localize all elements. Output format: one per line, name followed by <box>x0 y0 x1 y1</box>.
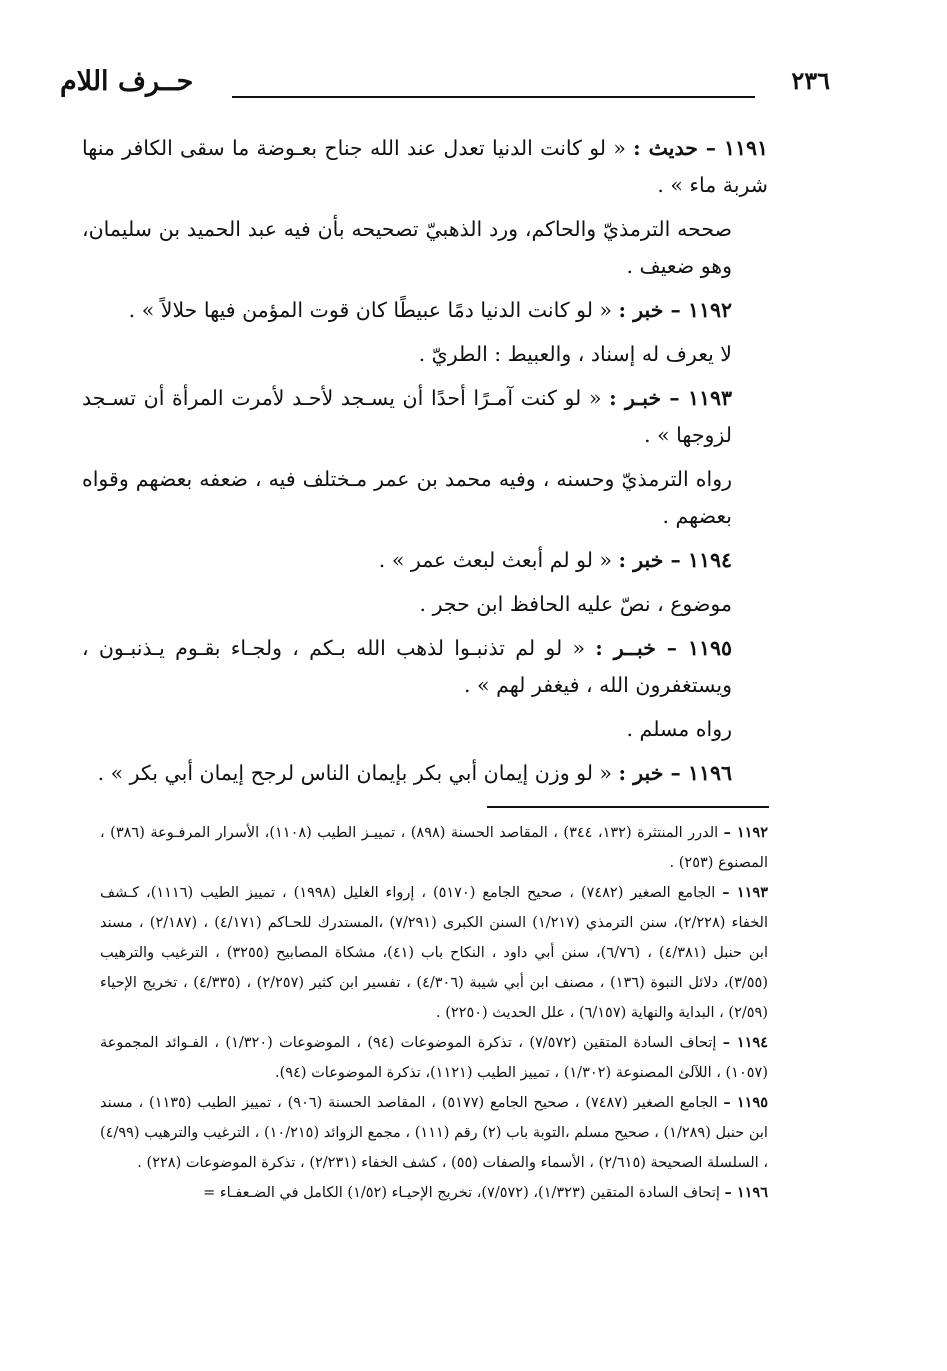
footnote-1194 <box>100 1028 768 1088</box>
entry-label: ١١٩٢ – خبر : <box>618 298 732 322</box>
main-text <box>82 130 768 799</box>
entry-label: ١١٩١ – حديث : <box>633 136 768 160</box>
hadith-text: « لو لم أبعث لبعث عمر » . <box>378 548 613 572</box>
chapter-title: حــرف اللام <box>60 66 194 97</box>
footnote-number: ١١٩٤ – <box>722 1034 768 1051</box>
hadith-text: « لو لم تذنبـوا لذهب الله بـكم ، ولجـاء بقـوم يـذنبـون ، ويستغفرون الله ، فيغفر لهم » . <box>82 636 732 697</box>
entry-label: ١١٩٣ – خبـر : <box>609 386 732 410</box>
footnotes <box>100 818 768 1208</box>
footnote-number: ١١٩٦ – <box>724 1184 768 1201</box>
entry-comment: رواه الترمذيّ وحسنه ، وفيه محمد بن عمر مـختلف فيه ، ضعفه بعضهم وقواه بعضهم . <box>82 467 732 528</box>
page-header <box>60 66 830 110</box>
footnote-1195 <box>100 1088 768 1178</box>
entry-label: ١١٩٦ – خبر : <box>618 761 732 785</box>
entry-label: ١١٩٥ – خبــر : <box>595 636 732 660</box>
hadith-text: « لو كنت آمـرًا أحدًا أن يسـجد لأحـد لأمرت المرأة أن تسـجد لزوجها » . <box>82 386 732 447</box>
footnote-rule <box>487 806 769 808</box>
footnote-1196 <box>100 1178 768 1208</box>
header-rule <box>232 96 755 98</box>
hadith-entry-1192 <box>82 292 768 329</box>
entry-comment: صححه الترمذيّ والحاكم، ورد الذهبيّ تصحيحه بأن فيه عبد الحميد بن سليمان، وهو ضعيف . <box>82 217 732 278</box>
entry-comment: لا يعرف له إسناد ، والعبيط : الطريّ . <box>418 342 732 366</box>
hadith-text: « لو كانت الدنيا دمًا عبيطًا كان قوت المؤمن فيها حلالاً » . <box>128 298 613 322</box>
footnote-1192 <box>100 818 768 878</box>
hadith-entry-1194 <box>82 542 768 579</box>
footnote-number: ١١٩٥ – <box>723 1094 769 1111</box>
hadith-entry-1193 <box>82 380 768 454</box>
footnote-text: الجامع الصغير (٧٤٨٧) ، صحيح الجامع (٥١٧٧) ، المقاصد الحسنة (٩٠٦) ، تمييز الطيب (١١٣٥) ، مسند ابن حنبل (١/٢٨٩) ، صحيح مسلم ،التوبة باب (٢) رقم (١١١) ، مجمع الزوائد (١٠/٢١٥) ، الترغيب والترهيب (٤/٩٩) ، السلسلة الصحيحة (٢/٦١٥) ، الأسماء والصفات (٥٥) ، كشف الخفاء (٢/٢٣١) ، تذكرة الموضوعات (٢٢٨) . <box>100 1095 768 1171</box>
footnote-text: إتحاف السادة المتقين (١/٣٢٣)، (٧/٥٧٢)، تخريج الإحيـاء (١/٥٢) الكامل في الضـعفـاء = <box>203 1185 720 1201</box>
hadith-entry-1195 <box>82 630 768 704</box>
footnote-text: إتحاف السادة المتقين (٧/٥٧٢) ، تذكرة الموضوعات (٩٤) ، الموضوعات (١/٣٢٠) ، الفـوائد المجموعة (١٠٥٧) ، اللآلئ المصنوعة (١/٣٠٢) ، تمييز الطيب (١١٢١)، تذكرة الموضوعات (٩٤). <box>100 1035 768 1081</box>
footnote-1193 <box>100 878 768 1028</box>
hadith-entry-1191 <box>82 130 768 204</box>
footnote-number: ١١٩٢ – <box>723 824 768 841</box>
footnote-text: الجامع الصغير (٧٤٨٢) ، صحيح الجامع (٥١٧٠) ، إرواء الغليل (١٩٩٨) ، تمييز الطيب (١١١٦)، كـشف الخفاء (٢/٢٢٨)، سنن الترمذي (١/٢١٧) السنن الكبرى (٧/٢٩١) ،المستدرك للحـاكم (٤/١٧١) ، (٢/١٨٧) ، مسند ابن حنبل (٤/٣٨١) ، (٦/٧٦)، سنن أبي داود ، النكاح باب (٤١)، مشكاة المصابيح (٣٢٥٥) ، الترغيب والترهيب (٣/٥٥)، دلائل النبوة (١٣٦) ، مصنف ابن أبي شيبة (٤/٣٠٦) ، تفسير ابن كثير (٢/٢٥٧) ، (٤/٣٣٥) ، تخريج الإحياء (٢/٥٩) ، البداية والنهاية (٦/١٥٧) ، علل الحديث (٢٢٥٠) . <box>100 885 768 1021</box>
footnote-number: ١١٩٣ – <box>722 884 768 901</box>
entry-comment: رواه مسلم . <box>626 717 732 741</box>
entry-label: ١١٩٤ – خبر : <box>618 548 732 572</box>
hadith-text: « لو كانت الدنيا تعدل عند الله جناح بعـوضة ما سقى الكافر منها شربة ماء » . <box>82 136 768 197</box>
hadith-entry-1196 <box>82 755 768 792</box>
entry-comment: موضوع ، نصّ عليه الحافظ ابن حجر . <box>419 592 732 616</box>
footnote-text: الدرر المنتثرة (١٣٢، ٣٤٤) ، المقاصد الحسنة (٨٩٨) ، تمييـز الطيب (١١٠٨)، الأسرار المرفـوعة (٣٨٦) ، المصنوع (٢٥٣) . <box>100 825 768 871</box>
hadith-text: « لو وزن إيمان أبي بكر بإيمان الناس لرجح إيمان أبي بكر » . <box>97 761 613 785</box>
page-number: ٢٣٦ <box>791 66 830 95</box>
